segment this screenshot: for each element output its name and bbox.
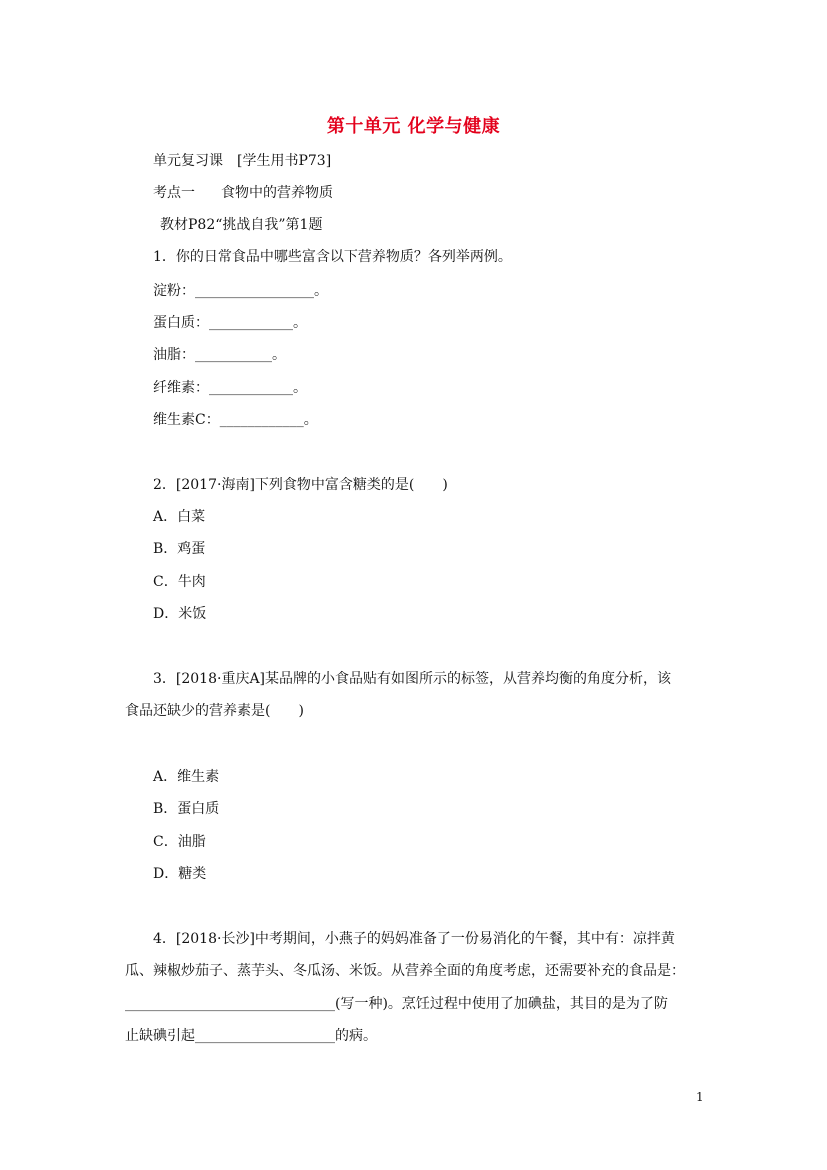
question-3-stem-line-2: 食品还缺少的营养素是( ) [125, 703, 304, 719]
question-1-stem: 1．你的日常食品中哪些富含以下营养物质？各列举两例。 [153, 249, 512, 265]
topic-header [153, 184, 333, 202]
question-1-item-fiber: 纤维素：____________。 [153, 380, 307, 396]
topic-name: 食物中的营养物质 [221, 185, 333, 201]
question-1-item-vitamin-c: 维生素C：____________。 [153, 412, 318, 428]
question-2-option-a: A．白菜 [153, 509, 206, 525]
topic-label: 考点一 [153, 185, 195, 201]
question-2-stem: 2．[2017·海南]下列食物中富含糖类的是( ) [153, 477, 448, 493]
question-3-option-a: A．维生素 [153, 769, 220, 785]
textbook-source: 教材P82“挑战自我”第1题 [160, 217, 323, 233]
lesson-header [153, 152, 331, 170]
question-2-option-b: B．鸡蛋 [153, 541, 206, 557]
lesson-label: 单元复习课 [153, 153, 223, 169]
question-4-line-3: ______________________________(写一种)。烹饪过程中使用了加碘盐，其目的是为了防 [125, 996, 668, 1012]
question-4-line-2: 瓜、辣椒炒茄子、蒸芋头、冬瓜汤、米饭。从营养全面的角度考虑，还需要补充的食品是： [125, 963, 685, 979]
question-3-option-b: B．蛋白质 [153, 801, 220, 817]
question-4-line-1: 4．[2018·长沙]中考期间，小燕子的妈妈准备了一份易消化的午餐，其中有：凉拌黄 [153, 931, 675, 947]
page-number: 1 [696, 1090, 704, 1104]
question-2-option-c: C．牛肉 [153, 574, 206, 590]
question-4-line-4: 止缺碘引起____________________的病。 [125, 1028, 377, 1044]
question-2-option-d: D．米饭 [153, 606, 207, 622]
question-1-item-protein: 蛋白质：____________。 [153, 315, 307, 331]
question-1-item-fat: 油脂：___________。 [153, 347, 286, 363]
question-3-stem-line-1: 3．[2018·重庆A]某品牌的小食品贴有如图所示的标签，从营养均衡的角度分析，该 [153, 671, 672, 687]
question-3-option-d: D．糖类 [153, 866, 207, 882]
question-3-option-c: C．油脂 [153, 834, 206, 850]
question-1-item-starch: 淀粉：_________________。 [153, 283, 328, 299]
page-title: 第十单元 化学与健康 [326, 116, 501, 137]
student-book-ref: [学生用书P73] [237, 153, 332, 169]
